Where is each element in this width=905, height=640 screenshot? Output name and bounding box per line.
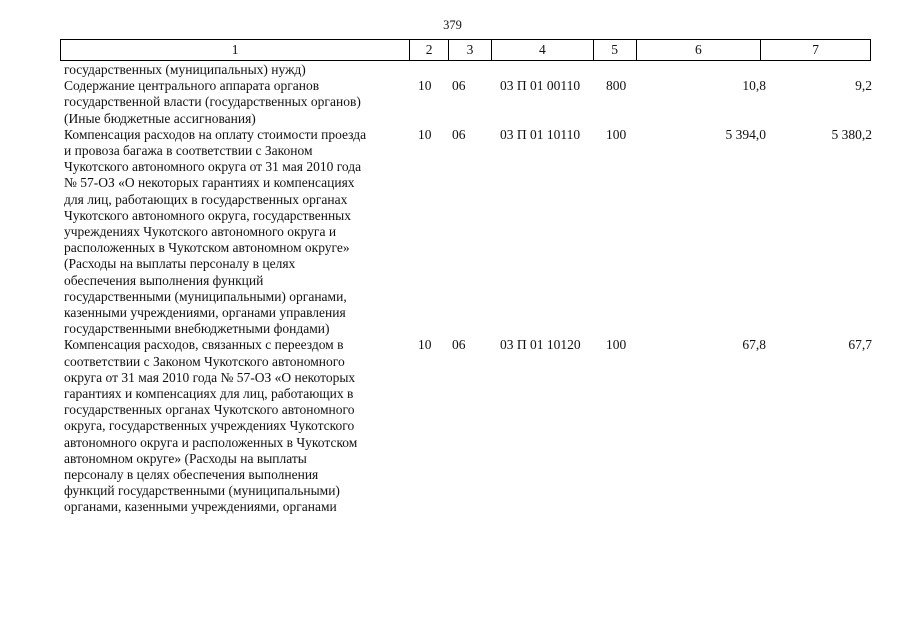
row-expense-type: 100 — [606, 337, 627, 353]
header-col-5: 5 — [594, 40, 637, 60]
row-description: Компенсация расходов на оплату стоимости проезда и провоза багажа в соответствии с Законом Чукотского автономного округа от 31 мая 2010 года № 57-ОЗ «О некоторых гарантиях и компенсациях для лиц, работающих в государственных органах Чукотского автономного округа, государственных учреждениях Чукотского автономного округа и расположенных в Чукотском автономном округе» (Расходы на выплаты персоналу в целях обеспечения выполнения функций государственными (муниципальными) органами, казенными учреждениями, органами управления государственными внебюджетными фондами) — [64, 126, 367, 337]
row-description: Содержание центрального аппарата органов государственной власти (государственных органов) (Иные бюджетные ассигнования) — [64, 78, 361, 126]
row-value-col6: 5 394,0 — [725, 126, 766, 142]
table-row — [64, 78, 874, 127]
row-expense-type: 800 — [606, 78, 627, 94]
row-subsection: 06 — [452, 78, 466, 94]
row-value-col7: 9,2 — [855, 78, 872, 94]
table-header — [60, 39, 871, 61]
row-value-col7: 67,7 — [848, 337, 872, 353]
table-row — [64, 337, 874, 515]
row-subsection: 06 — [452, 126, 466, 142]
row-target-article: 03 П 01 00110 — [500, 78, 581, 94]
header-col-6: 6 — [637, 40, 762, 60]
row-target-article: 03 П 01 10110 — [500, 126, 581, 142]
row-value-col7: 5 380,2 — [831, 126, 872, 142]
row-section: 10 — [418, 337, 432, 353]
continuation-row — [64, 62, 874, 78]
header-col-4: 4 — [492, 40, 594, 60]
table-row — [64, 127, 874, 338]
row-section: 10 — [418, 126, 432, 142]
row-value-col6: 67,8 — [742, 337, 766, 353]
table-body — [64, 62, 874, 516]
header-col-3: 3 — [449, 40, 492, 60]
header-col-1: 1 — [61, 40, 410, 60]
row-section: 10 — [418, 78, 432, 94]
row-value-col6: 10,8 — [742, 78, 766, 94]
header-col-7: 7 — [812, 42, 819, 57]
header-col-2: 2 — [410, 40, 449, 60]
continuation-text: государственных (муниципальных) нужд) — [64, 62, 306, 77]
row-target-article: 03 П 01 10120 — [500, 337, 581, 353]
row-subsection: 06 — [452, 337, 466, 353]
page-number: 379 — [443, 18, 462, 32]
row-description: Компенсация расходов, связанных с переездом в соответствии с Законом Чукотского автономного округа от 31 мая 2010 года № 57-ОЗ «О некоторых гарантиях и компенсациях для лиц, работающих в государственных органах Чукотского автономного округа, государственных учреждениях Чукотского автономного округа и расположенных в Чукотском автономном округе» (Расходы на выплаты персоналу в целях обеспечения выполнения функций государственными (муниципальными) органами, казенными учреждениями, органами — [64, 337, 358, 515]
row-expense-type: 100 — [606, 126, 627, 142]
